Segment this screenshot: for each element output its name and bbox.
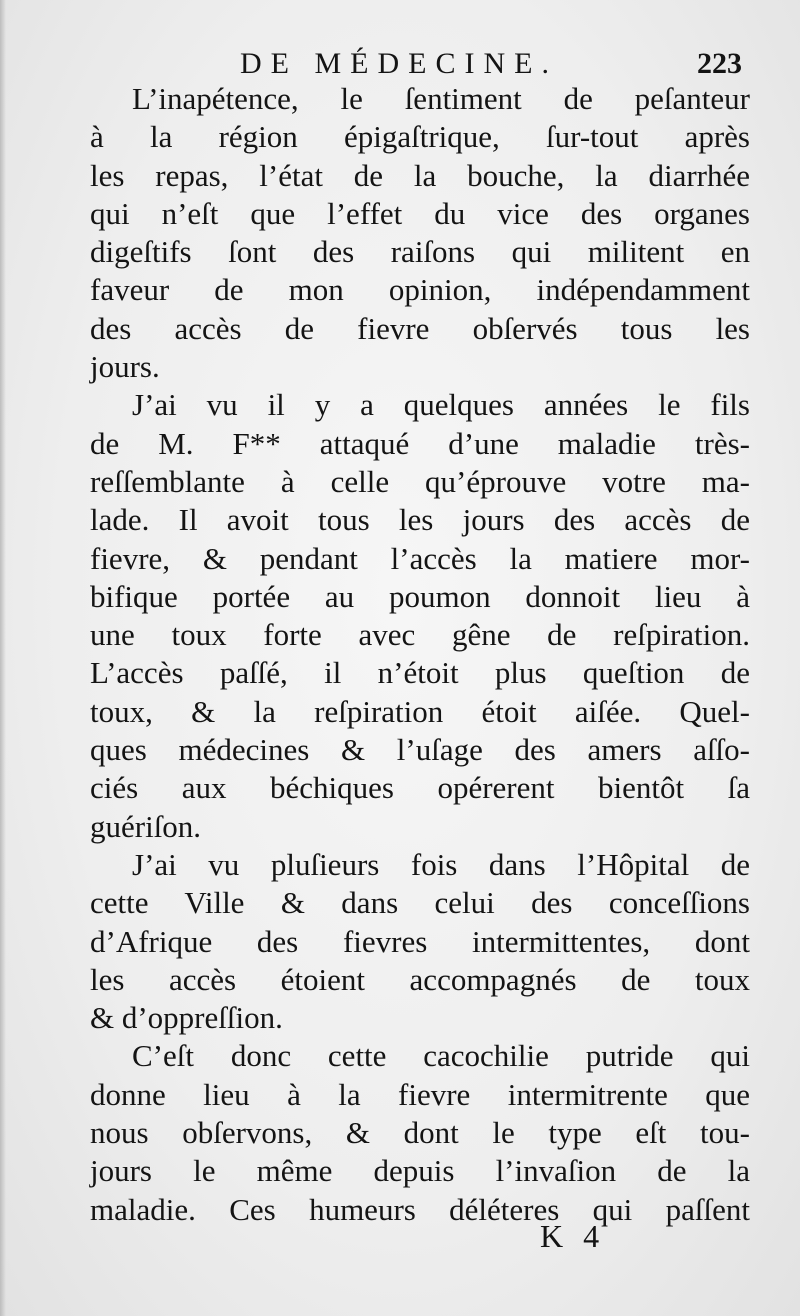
text-line: cette Ville & dans celui des conceſſions [90, 885, 750, 921]
text-line: reſſemblante à celle qu’éprouve votre ma- [90, 463, 750, 499]
text-line: guériſon. [90, 808, 202, 844]
text-line: L’accès paſſé, il n’étoit plus queſtion de [90, 655, 750, 691]
text-line: une toux forte avec gêne de reſpiration. [90, 617, 750, 653]
text-line: qui n’eſt que l’effet du vice des organes [90, 195, 750, 231]
text-line: bifique portée au poumon donnoit lieu à [90, 578, 750, 614]
text-line: ques médecines & l’uſage des amers aſſo- [90, 732, 750, 768]
page-edge-shadow [0, 0, 6, 1316]
text-line: faveur de mon opinion, indépendamment [90, 272, 750, 308]
text-line: L’inapétence, le ſentiment de peſanteur [132, 81, 750, 116]
text-line: donne lieu à la fievre intermitrente que [90, 1076, 750, 1112]
text-line: J’ai vu pluſieurs fois dans l’Hôpital de [132, 846, 750, 882]
text-line: des accès de fievre obſervés tous les [90, 310, 750, 346]
running-title: DE MÉDECINE. [240, 47, 558, 80]
text-line: lade. Il avoit tous les jours des accès de [90, 502, 750, 538]
text-line: ciés aux béchiques opérerent bientôt ſa [90, 770, 750, 806]
text-line: & d’oppreſſion. [90, 1000, 283, 1036]
text-line: d’Afrique des fievres intermittentes, dont [90, 923, 750, 959]
text-line: C’eſt donc cette cacochilie putride qui [132, 1038, 750, 1074]
page-number: 223 [697, 47, 742, 80]
text-line: digeſtifs ſont des raiſons qui militent en [90, 234, 750, 270]
text-line: fievre, & pendant l’accès la matiere mor- [90, 540, 750, 576]
text-line: à la région épigaſtrique, ſur-tout après [90, 119, 750, 155]
running-head [90, 44, 750, 84]
text-line: nous obſervons, & dont le type eſt tou- [90, 1115, 750, 1151]
text-line: J’ai vu il y a quelques années le fils [132, 387, 750, 423]
signature-mark: K 4 [540, 1218, 606, 1254]
text-line: jours. [90, 349, 160, 385]
text-line: les repas, l’état de la bouche, la diarrhée [90, 157, 750, 193]
body-text [90, 80, 750, 1229]
text-line: de M. F** attaqué d’une maladie très- [90, 425, 750, 461]
text-line: maladie. Ces humeurs déléteres qui paſſent [90, 1191, 750, 1227]
text-line: toux, & la reſpiration étoit aiſée. Quel- [90, 693, 750, 729]
text-line: jours le même depuis l’invaſion de la [90, 1153, 750, 1189]
text-line: les accès étoient accompagnés de toux [90, 961, 750, 997]
